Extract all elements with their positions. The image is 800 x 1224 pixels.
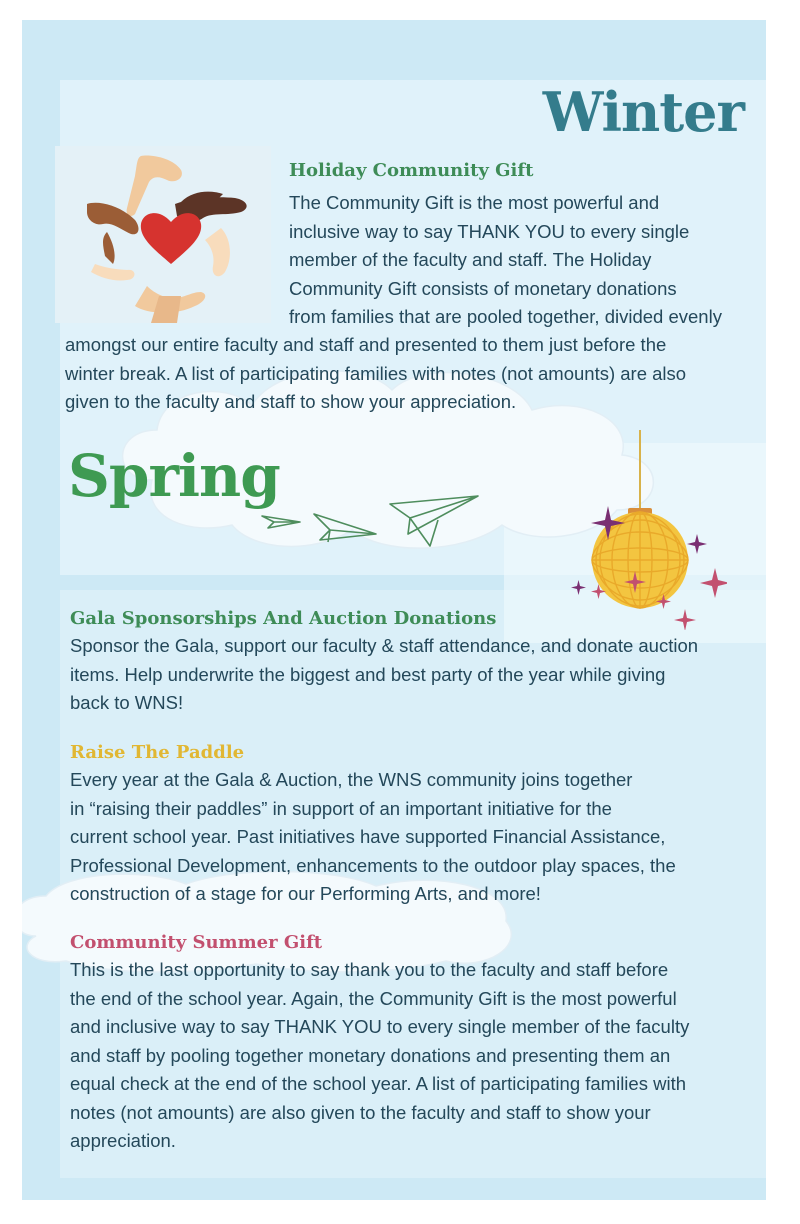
gala-line: Sponsor the Gala, support our faculty & staff attendance, and donate auction — [70, 635, 699, 656]
holiday-gift-line: winter break. A list of participating families with notes (not amounts) are also — [65, 362, 687, 384]
holiday-gift-line: member of the faculty and staff. The Holiday — [289, 249, 652, 270]
holiday-gift-line: Community Gift consists of monetary donations — [289, 277, 677, 299]
holiday-gift-heading: Holiday Community Gift — [289, 160, 534, 181]
holiday-gift-line: amongst our entire faculty and staff and presented to them just before the — [65, 334, 667, 355]
summer-gift-line: This is the last opportunity to say thank you to the faculty and staff before — [70, 959, 669, 980]
holiday-gift-line: The Community Gift is the most powerful and — [289, 192, 660, 213]
holiday-gift-body-continued — [65, 331, 755, 417]
paddle-line: current school year. Past initiatives have supported Financial Assistance, — [70, 826, 666, 847]
hands-heart-icon — [55, 146, 271, 323]
paddle-heading: Raise The Paddle — [70, 742, 245, 763]
holiday-gift-body — [289, 189, 759, 332]
gala-heading: Gala Sponsorships And Auction Donations — [70, 608, 497, 629]
winter-title: Winter — [542, 80, 744, 144]
summer-gift-line: notes (not amounts) are also given to the faculty and staff to show your — [70, 1101, 651, 1123]
paddle-line: construction of a stage for our Performing Arts, and more! — [70, 883, 541, 904]
paddle-line: Professional Development, enhancements to the outdoor play spaces, the — [70, 854, 676, 876]
flyer-page — [22, 20, 766, 1200]
summer-gift-line: appreciation. — [70, 1130, 176, 1151]
holiday-gift-line: inclusive way to say THANK YOU to every single — [289, 220, 690, 242]
summer-gift-line: equal check at the end of the school year. A list of participating families with — [70, 1073, 686, 1094]
summer-gift-line: the end of the school year. Again, the Community Gift is the most powerful — [70, 987, 677, 1009]
paddle-section — [70, 742, 762, 909]
gala-line: back to WNS! — [70, 692, 184, 713]
summer-gift-line: and staff by pooling together monetary donations and presenting them an — [70, 1044, 671, 1066]
paddle-line: in “raising their paddles” in support of an important initiative for the — [70, 797, 612, 819]
gala-line: items. Help underwrite the biggest and best party of the year while giving — [70, 663, 666, 685]
holiday-gift-line: given to the faculty and staff to show your appreciation. — [65, 391, 517, 412]
disco-ball-ornament-icon — [567, 430, 727, 630]
holiday-gift-line: from families that are pooled together, divided evenly — [289, 306, 722, 327]
gala-section — [70, 608, 762, 718]
paddle-line: Every year at the Gala & Auction, the WNS community joins together — [70, 769, 633, 790]
paper-airplanes-icon — [260, 490, 485, 550]
summer-gift-heading: Community Summer Gift — [70, 932, 323, 953]
spring-title: Spring — [68, 442, 280, 510]
summer-gift-line: and inclusive way to say THANK YOU to every single member of the faculty — [70, 1016, 690, 1037]
summer-gift-section — [70, 932, 762, 1156]
